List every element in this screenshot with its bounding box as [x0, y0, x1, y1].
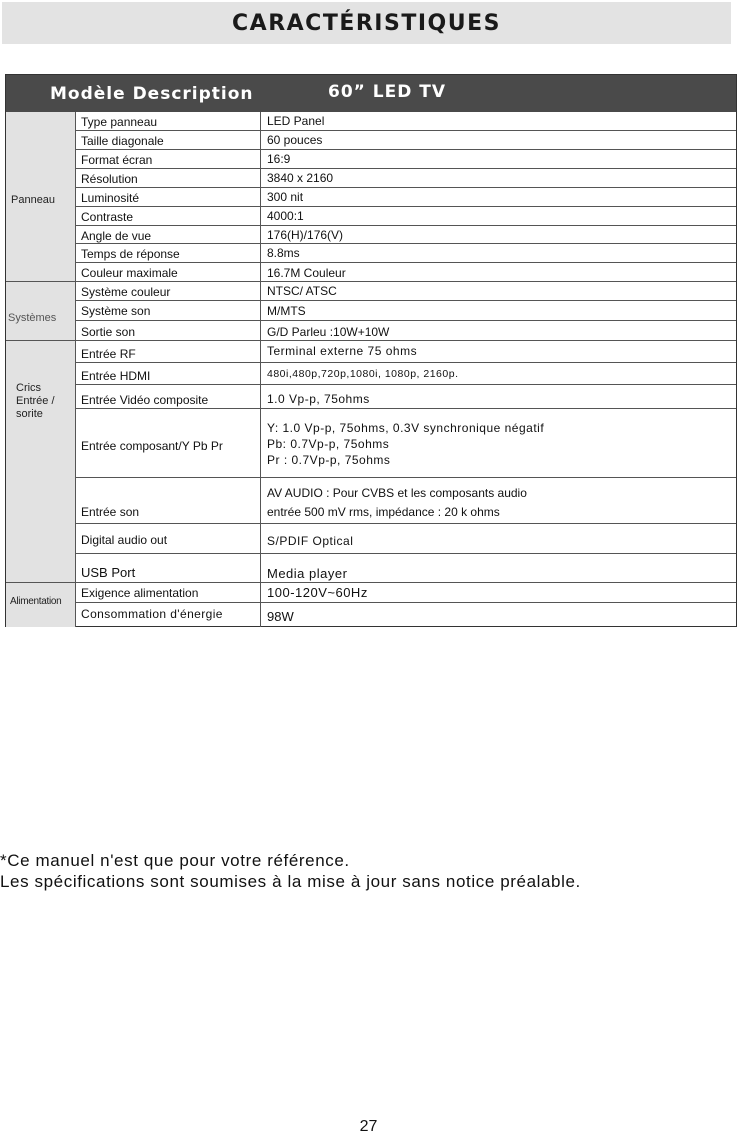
row-value-line: Pr : 0.7Vp-p, 75ohms: [267, 453, 391, 467]
row-value: 98W: [267, 609, 294, 624]
table-row: [76, 363, 736, 385]
table-row: [76, 112, 736, 131]
table-row: [76, 478, 736, 524]
row-label: Format écran: [81, 153, 153, 167]
table-row: [76, 169, 736, 188]
row-value: Media player: [267, 566, 348, 581]
header-tv-model: 60” LED TV: [328, 82, 446, 102]
row-value: 3840 x 2160: [267, 171, 334, 185]
table-row: [76, 583, 736, 603]
row-value: S/PDIF Optical: [267, 534, 354, 548]
row-value-line: Y: 1.0 Vp-p, 75ohms, 0.3V synchronique négatif: [267, 421, 545, 435]
group-label-entree: Entrée /: [16, 395, 55, 407]
row-label: Entrée RF: [81, 347, 136, 361]
row-value: 4000:1: [267, 209, 304, 223]
row-value: 60 pouces: [267, 133, 323, 147]
table-row: [76, 131, 736, 150]
table-row: [76, 244, 736, 263]
row-label: Temps de réponse: [81, 247, 180, 261]
page-title: CARACTÉRISTIQUES: [232, 10, 501, 36]
row-value: 16:9: [267, 152, 291, 166]
disclaimer-line-1: *Ce manuel n'est que pour votre référence.: [0, 851, 350, 870]
table-row: [76, 226, 736, 244]
row-value: 300 nit: [267, 190, 304, 204]
table-row: [76, 385, 736, 409]
table-row: [76, 603, 736, 627]
table-row: [76, 282, 736, 301]
row-label: Entrée son: [81, 505, 140, 519]
row-label: Consommation d'énergie: [81, 607, 223, 621]
group-panneau: [6, 112, 75, 282]
row-label: USB Port: [81, 565, 136, 580]
disclaimer-line-2: Les spécifications sont soumises à la mise à jour sans notice préalable.: [0, 872, 581, 891]
row-value: 176(H)/176(V): [267, 228, 344, 242]
row-value: M/MTS: [267, 304, 306, 318]
table-row: [76, 188, 736, 207]
row-label: Système couleur: [81, 285, 171, 299]
table-row: [76, 524, 736, 554]
row-label: Système son: [81, 304, 151, 318]
row-value: 1.0 Vp-p, 75ohms: [267, 392, 370, 406]
row-label: Entrée Vidéo composite: [81, 393, 209, 407]
table-row: [76, 341, 736, 363]
group-systemes: [6, 282, 75, 341]
row-label: Digital audio out: [81, 533, 168, 547]
table-row: [76, 554, 736, 583]
table-header: [6, 75, 736, 112]
row-value-line: AV AUDIO : Pour CVBS et les composants audio: [267, 486, 527, 500]
header-model-description: Modèle Description: [50, 84, 254, 104]
row-label: Luminosité: [81, 191, 140, 205]
row-label: Taille diagonale: [81, 134, 164, 148]
row-label: Entrée composant/Y Pb Pr: [81, 439, 223, 453]
group-alimentation: [6, 583, 75, 627]
row-label: Contraste: [81, 210, 134, 224]
group-label-sorite: sorite: [16, 408, 43, 420]
row-label: Exigence alimentation: [81, 586, 199, 600]
table-row: [76, 150, 736, 169]
title-bar: [2, 2, 731, 44]
row-value: NTSC/ ATSC: [267, 284, 337, 298]
group-label-crics: Crics: [16, 382, 42, 394]
group-label-alimentation: Alimentation: [10, 596, 62, 607]
row-label: Couleur maximale: [81, 266, 178, 280]
row-label: Type panneau: [81, 115, 158, 129]
table-row: [76, 321, 736, 341]
row-value: 480i,480p,720p,1080i, 1080p, 2160p.: [267, 368, 459, 380]
row-value: 16.7M Couleur: [267, 266, 346, 280]
row-label: Angle de vue: [81, 229, 152, 243]
page-number: 27: [359, 1118, 378, 1135]
table-row: [76, 263, 736, 282]
group-crics: [6, 341, 75, 583]
table-row: [76, 409, 736, 478]
row-value: 100-120V~60Hz: [267, 585, 368, 600]
row-label: Entrée HDMI: [81, 369, 151, 383]
row-value: 8.8ms: [267, 246, 300, 260]
group-label-panneau: Panneau: [11, 194, 56, 206]
table-row: [76, 207, 736, 226]
row-value-line: Pb: 0.7Vp-p, 75ohms: [267, 437, 390, 451]
spec-table: [5, 74, 737, 627]
row-label: Sortie son: [81, 325, 136, 339]
group-label-systemes: Systèmes: [8, 312, 57, 324]
row-value: Terminal externe 75 ohms: [267, 344, 418, 358]
row-value-line: entrée 500 mV rms, impédance : 20 k ohms: [267, 505, 500, 519]
row-value: G/D Parleu :10W+10W: [267, 325, 390, 339]
row-label: Résolution: [81, 172, 138, 186]
row-value: LED Panel: [267, 114, 325, 128]
table-row: [76, 301, 736, 321]
